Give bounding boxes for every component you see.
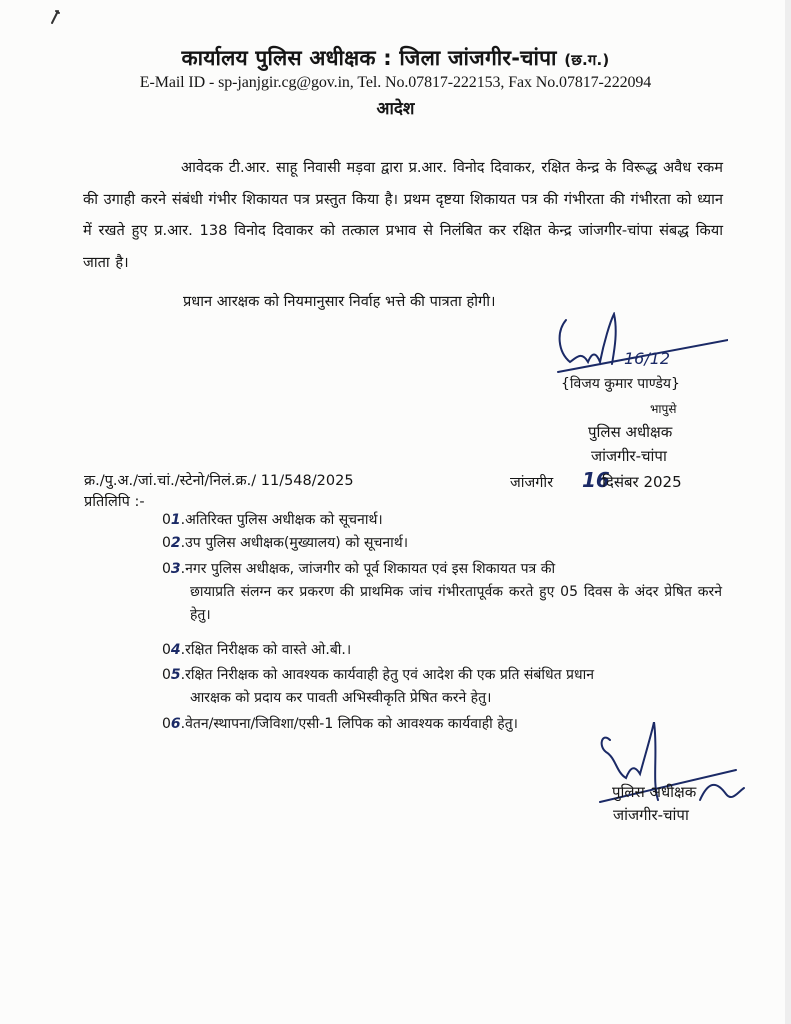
office-title-text: कार्यालय पुलिस अधीक्षक : जिला जांजगीर-चांपा [181, 46, 557, 70]
copy-to-item [162, 558, 722, 627]
copy-to-item [162, 639, 722, 662]
copy-to-item [162, 509, 722, 532]
order-paragraph: आवेदक टी.आर. साहू निवासी मड़वा द्वारा प्र.आर. विनोद दिवाकर, रक्षित केन्द्र के विरूद्ध अवैध रकम की उगाही करने संबंधी गंभीर शिकायत पत्र प्रस्तुत किया है। प्रथम दृष्टया शिकायत पत्र की गंभीरता की गंभीरता को ध्यान में रखते हुए प्र.आर. 138 विनोद दिवाकर को तत्काल प्रभाव से निलंबित कर रक्षित केन्द्र जांजगीर-चांपा संबद्ध किया जाता है। [83, 159, 723, 271]
item-text-continued: छायाप्रति संलग्न कर प्रकरण की प्राथमिक जांच गंभीरतापूर्वक करते हुए 05 दिवस के अंदर प्रेषित करने हेतु। [190, 584, 722, 623]
item-text: .रक्षित निरीक्षक को वास्ते ओ.बी.। [180, 642, 352, 658]
signatory-designation: पुलिस अधीक्षक [588, 423, 673, 441]
page-edge-shadow [785, 0, 791, 1024]
copy-to-label: प्रतिलिपि :- [84, 494, 145, 510]
reference-date-month-year: दिसंबर 2025 [602, 473, 682, 491]
item-text: .वेतन/स्थापना/जिविशा/एसी-1 लिपिक को आवश्यक कार्यवाही हेतु। [180, 716, 518, 732]
state-abbr: (छ.ग.) [564, 51, 610, 69]
office-title [0, 44, 791, 72]
footer-district: जांजगीर-चांपा [613, 806, 689, 824]
allowance-paragraph: प्रधान आरक्षक को नियमानुसार निर्वाह भत्ते की पात्रता होगी। [183, 293, 496, 310]
signature-date-note: 16/12 [624, 349, 671, 368]
reference-number: क्र./पु.अ./जां.चां./स्टेनो/निलं.क्र./ 11/548/2025 [84, 473, 354, 489]
item-number: 02 [162, 535, 181, 551]
copy-to-item [162, 532, 722, 555]
signature-sp [548, 312, 728, 382]
reference-date-day: 16 [582, 468, 610, 492]
item-text: .उप पुलिस अधीक्षक(मुख्यालय) को सूचनार्थ। [180, 535, 409, 551]
item-number: 03 [162, 561, 181, 577]
item-text: .नगर पुलिस अधीक्षक, जांजगीर को पूर्व शिकायत एवं इस शिकायत पत्र की [180, 561, 556, 577]
reference-place: जांजगीर [510, 475, 554, 491]
copy-to-item [162, 664, 722, 710]
item-text-continued: आरक्षक को प्रदाय कर पावती अभिस्वीकृति प्रेषित करने हेतु। [190, 690, 492, 706]
item-number: 01 [162, 512, 181, 528]
signatory-district: जांजगीर-चांपा [591, 447, 667, 465]
contact-line: E-Mail ID - sp-janjgir.cg@gov.in, Tel. No.07817-222153, Fax No.07817-222094 [139, 74, 652, 91]
footer-designation: पुलिस अधीक्षक [612, 783, 697, 801]
item-number: 06 [162, 716, 181, 732]
pen-mark-icon [48, 6, 68, 26]
order-heading: आदेश [376, 99, 415, 119]
item-text: .अतिरिक्त पुलिस अधीक्षक को सूचनार्थ। [180, 512, 383, 528]
signatory-name: {विजय कुमार पाण्डेय} [561, 376, 680, 392]
item-text: .रक्षित निरीक्षक को आवश्यक कार्यवाही हेतु एवं आदेश की एक प्रति संबंधित प्रधान [180, 667, 594, 683]
signatory-service: भापुसे [650, 402, 677, 416]
item-number: 05 [162, 667, 181, 683]
item-number: 04 [162, 642, 181, 658]
